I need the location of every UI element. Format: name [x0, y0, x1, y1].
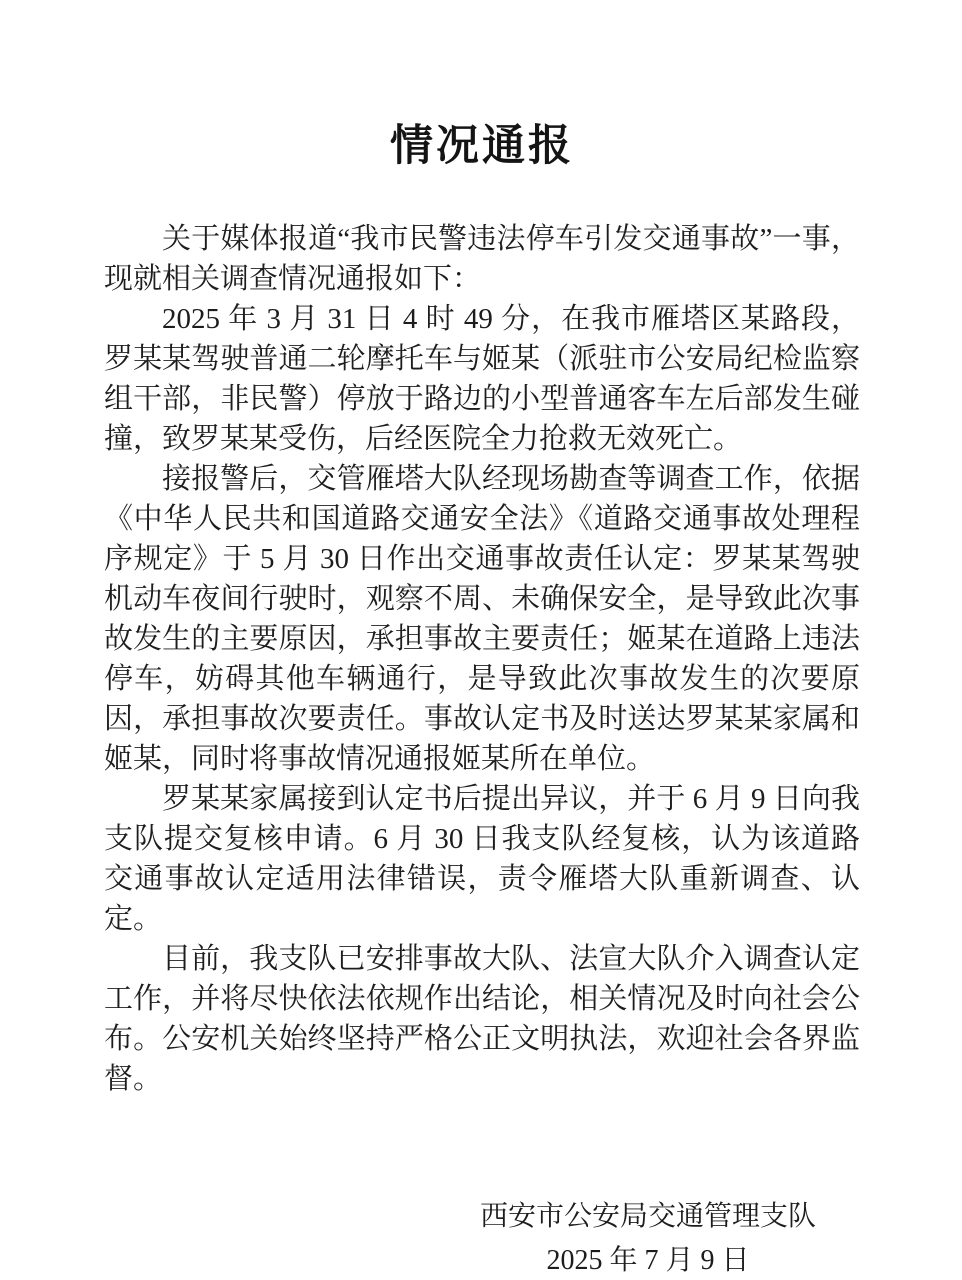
- document-body: [104, 219, 860, 1099]
- paragraph-accident-description: 2025 年 3 月 31 日 4 时 49 分，在我市雁塔区某路段，罗某某驾驶普通二轮摩托车与姬某（派驻市公安局纪检监察组干部，非民警）停放于路边的小型普通客车左后部发生碰撞，致罗某某受伤，后经医院全力抢救无效死亡。: [104, 303, 860, 455]
- paragraph-family-appeal-review: 罗某某家属接到认定书后提出异议，并于 6 月 9 日向我支队提交复核申请。6 月 30 日我支队经复核，认为该道路交通事故认定适用法律错误，责令雁塔大队重新调查、认定。: [104, 783, 860, 935]
- paragraph-investigation-determination: 接报警后，交管雁塔大队经现场勘查等调查工作，依据《中华人民共和国道路交通安全法》《道路交通事故处理程序规定》于 5 月 30 日作出交通事故责任认定：罗某某驾驶机动车夜间行驶时，观察不周、未确保安全，是导致此次事故发生的主要原因，承担事故主要责任；姬某在道路上违法停车，妨碍其他车辆通行，是导致此次事故发生的次要原因，承担事故次要责任。事故认定书及时送达罗某某家属和姬某，同时将事故情况通报姬某所在单位。: [104, 463, 860, 775]
- paragraph-current-status: 目前，我支队已安排事故大队、法宣大队介入调查认定工作，并将尽快依法依规作出结论，相关情况及时向社会公布。公安机关始终坚持严格公正文明执法，欢迎社会各界监督。: [104, 943, 860, 1095]
- paragraph-intro: 关于媒体报道“我市民警违法停车引发交通事故”一事，现就相关调查情况通报如下：: [104, 223, 860, 295]
- issue-date: 2025 年 7 月 9 日: [546, 1245, 750, 1276]
- document-title: 情况通报: [390, 123, 574, 170]
- issuing-authority: 西安市公安局交通管理支队: [479, 1201, 816, 1232]
- signature-block: [480, 1195, 816, 1280]
